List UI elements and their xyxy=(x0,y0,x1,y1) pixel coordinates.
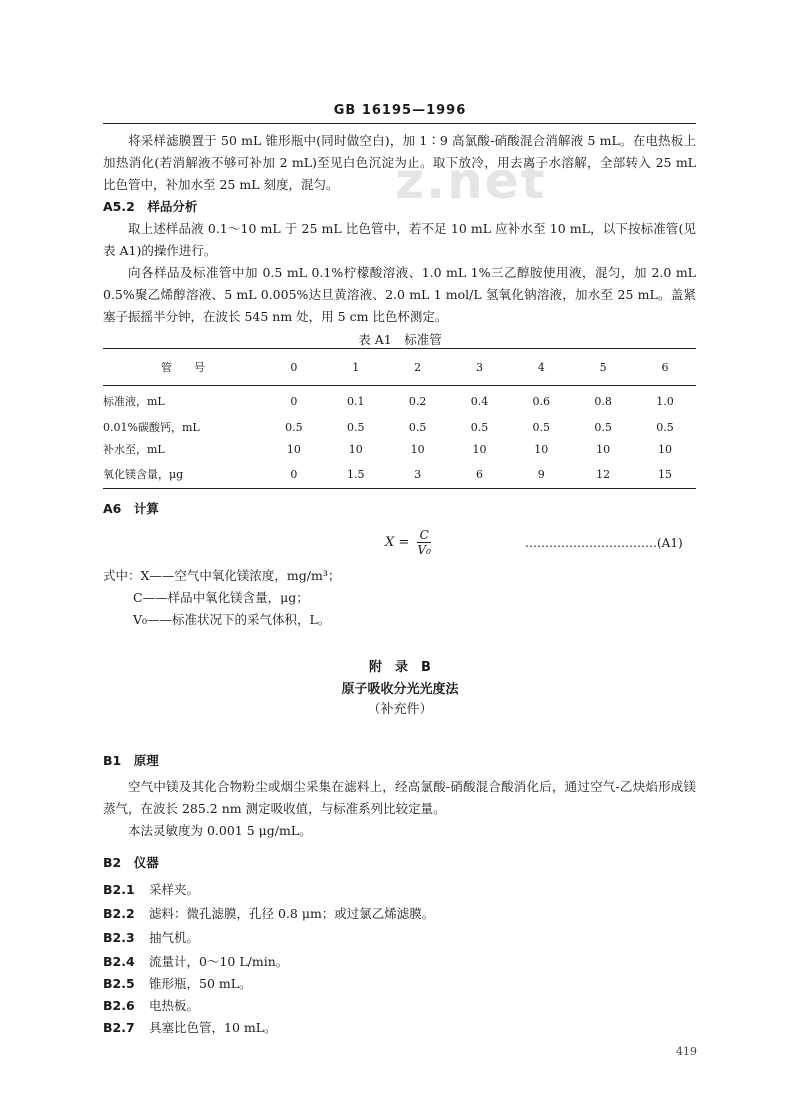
table-row xyxy=(103,460,696,489)
table-header-cell: 1 xyxy=(325,349,387,386)
intro-paragraph: 将采样滤膜置于 50 mL 锥形瓶中(同时做空白)，加 1∶9 高氯酸-硝酸混合消解液 5 mL。在电热板上加热消化(若消解液不够可补加 2 mL)至见白色沉淀为止。取下放冷，用去离子水溶解，全部转入 25 mL 比色管中，补加水至 25 mL 刻度，混匀。 xyxy=(103,133,696,192)
definition-v0: V₀——标准状况下的采气体积，L。 xyxy=(133,612,331,627)
definition-c: C——样品中氧化镁含量，μg； xyxy=(133,590,309,605)
table-cell: 10 xyxy=(286,442,301,456)
list-item-text: 锥形瓶，50 mL。 xyxy=(149,976,252,991)
list-item xyxy=(103,928,199,946)
standard-tube-table xyxy=(103,348,696,489)
table-cell: 10 xyxy=(348,442,363,456)
table-header-cell: 3 xyxy=(449,349,511,386)
list-item-number: B2.7 xyxy=(103,1020,135,1035)
list-item-number: B2.5 xyxy=(103,976,135,991)
table-cell: 0.4 xyxy=(470,394,489,408)
definition-x: 式中：X——空气中氧化镁浓度，mg/m³； xyxy=(103,568,341,583)
formula-numerator: C xyxy=(417,528,430,543)
b1-paragraph-2: 本法灵敏度为 0.001 5 μg/mL。 xyxy=(128,823,312,838)
table-cell: 氧化镁含量，μg xyxy=(103,460,263,489)
header-rule xyxy=(103,123,696,124)
table-cell: 0.6 xyxy=(532,394,551,408)
list-item xyxy=(103,974,252,992)
table-cell: 15 xyxy=(634,460,696,489)
list-item xyxy=(103,996,199,1014)
table-cell: 10 xyxy=(410,442,425,456)
table-cell: 1.0 xyxy=(656,394,674,408)
appendix-note: （补充件） xyxy=(367,702,433,717)
formula-reference: ……………………………(A1) xyxy=(525,536,683,550)
table-header-cell: 5 xyxy=(572,349,634,386)
page-number: 419 xyxy=(676,1045,697,1058)
list-item xyxy=(103,1018,277,1036)
table-cell: 0.5 xyxy=(470,420,489,434)
table-cell: 3 xyxy=(387,460,449,489)
table-row xyxy=(103,416,696,438)
list-item-number: B2.1 xyxy=(103,882,135,897)
list-item xyxy=(103,880,199,898)
list-item xyxy=(103,952,288,970)
table-header-row xyxy=(103,349,696,386)
list-item-number: B2.4 xyxy=(103,954,135,969)
list-item-number: B2.6 xyxy=(103,998,135,1013)
appendix-subtitle: 原子吸收分光光度法 xyxy=(341,682,459,697)
table-cell: 0.5 xyxy=(285,420,303,434)
table-cell: 补水至，mL xyxy=(103,443,165,456)
section-heading-b2: B2 仪器 xyxy=(103,855,159,870)
table-cell: 12 xyxy=(572,460,634,489)
table-cell: 10 xyxy=(534,442,549,456)
list-item-text: 流量计，0～10 L/min。 xyxy=(149,954,289,969)
formula-lhs: X = xyxy=(385,535,410,550)
list-item-text: 具塞比色管，10 mL。 xyxy=(149,1020,277,1035)
list-item xyxy=(103,904,434,922)
table-cell: 0.5 xyxy=(656,420,674,434)
section-heading-b1: B1 原理 xyxy=(103,753,159,768)
formula-fraction xyxy=(417,528,430,557)
table-header-cell: 6 xyxy=(634,349,696,386)
table-cell: 0.5 xyxy=(594,420,612,434)
table-header-cell: 4 xyxy=(510,349,572,386)
table-header-cell: 0 xyxy=(263,349,325,386)
table-cell: 标准液，mL xyxy=(103,395,165,408)
table-cell: 0.5 xyxy=(347,420,365,434)
list-item-text: 抽气机。 xyxy=(149,930,200,945)
table-cell: 0.2 xyxy=(408,394,427,408)
section-heading-a5-2: A5.2 样品分析 xyxy=(103,199,198,214)
b1-paragraph-1: 空气中镁及其化合物粉尘或烟尘采集在滤料上，经高氯酸-硝酸混合酸消化后，通过空气-乙炔焰形成镁蒸气，在波长 285.2 nm 测定吸收值，与标准系列比较定量。 xyxy=(103,779,696,816)
table-cell: 0.5 xyxy=(408,420,427,434)
list-item-text: 电热板。 xyxy=(149,998,200,1013)
formula-denominator: V₀ xyxy=(417,543,431,557)
table-cell: 0 xyxy=(263,460,325,489)
a5-2-paragraph-2: 向各样品及标准管中加 0.5 mL 0.1%柠檬酸溶液、1.0 mL 1%三乙醇胺使用液，混匀，加 2.0 mL 0.5%聚乙烯醇溶液、5 mL 0.005%达旦黄溶液、2.0 mL 1 mol/L 氢氧化钠溶液，加水至 25 mL。盖紧塞子振摇半分钟，在波长 545 nm 处，用 5 cm 比色杯测定。 xyxy=(103,265,696,324)
list-item-number: B2.3 xyxy=(103,930,135,945)
list-item-number: B2.2 xyxy=(103,906,135,921)
standard-number-header: GB 16195—1996 xyxy=(333,103,467,118)
table-cell: 0.5 xyxy=(532,420,551,434)
a5-2-paragraph-1: 取上述样品液 0.1～10 mL 于 25 mL 比色管中，若不足 10 mL 应补水至 10 mL，以下按标准管(见表 A1)的操作进行。 xyxy=(103,221,696,258)
list-item-text: 采样夹。 xyxy=(149,882,200,897)
table-cell: 1.5 xyxy=(325,460,387,489)
table-header-cell: 管 号 xyxy=(103,349,263,386)
table-cell: 0.01%碳酸钙，mL xyxy=(103,421,200,434)
formula-a1 xyxy=(385,528,431,557)
list-item-text: 滤料：微孔滤膜，孔径 0.8 μm；或过氯乙烯滤膜。 xyxy=(149,906,435,921)
table-row xyxy=(103,438,696,460)
appendix-title: 附 录 B xyxy=(369,660,431,675)
table-cell: 10 xyxy=(596,442,611,456)
table-caption: 表 A1 标准管 xyxy=(358,332,442,347)
table-cell: 10 xyxy=(658,442,673,456)
table-cell: 0.1 xyxy=(347,394,365,408)
watermark: z.net xyxy=(395,152,547,210)
section-heading-a6: A6 计算 xyxy=(103,501,159,516)
table-row xyxy=(103,386,696,417)
table-header-cell: 2 xyxy=(387,349,449,386)
table-cell: 0.8 xyxy=(594,394,612,408)
table-cell: 0 xyxy=(290,394,298,408)
table-cell: 9 xyxy=(510,460,572,489)
table-cell: 10 xyxy=(472,442,487,456)
table-cell: 6 xyxy=(449,460,511,489)
